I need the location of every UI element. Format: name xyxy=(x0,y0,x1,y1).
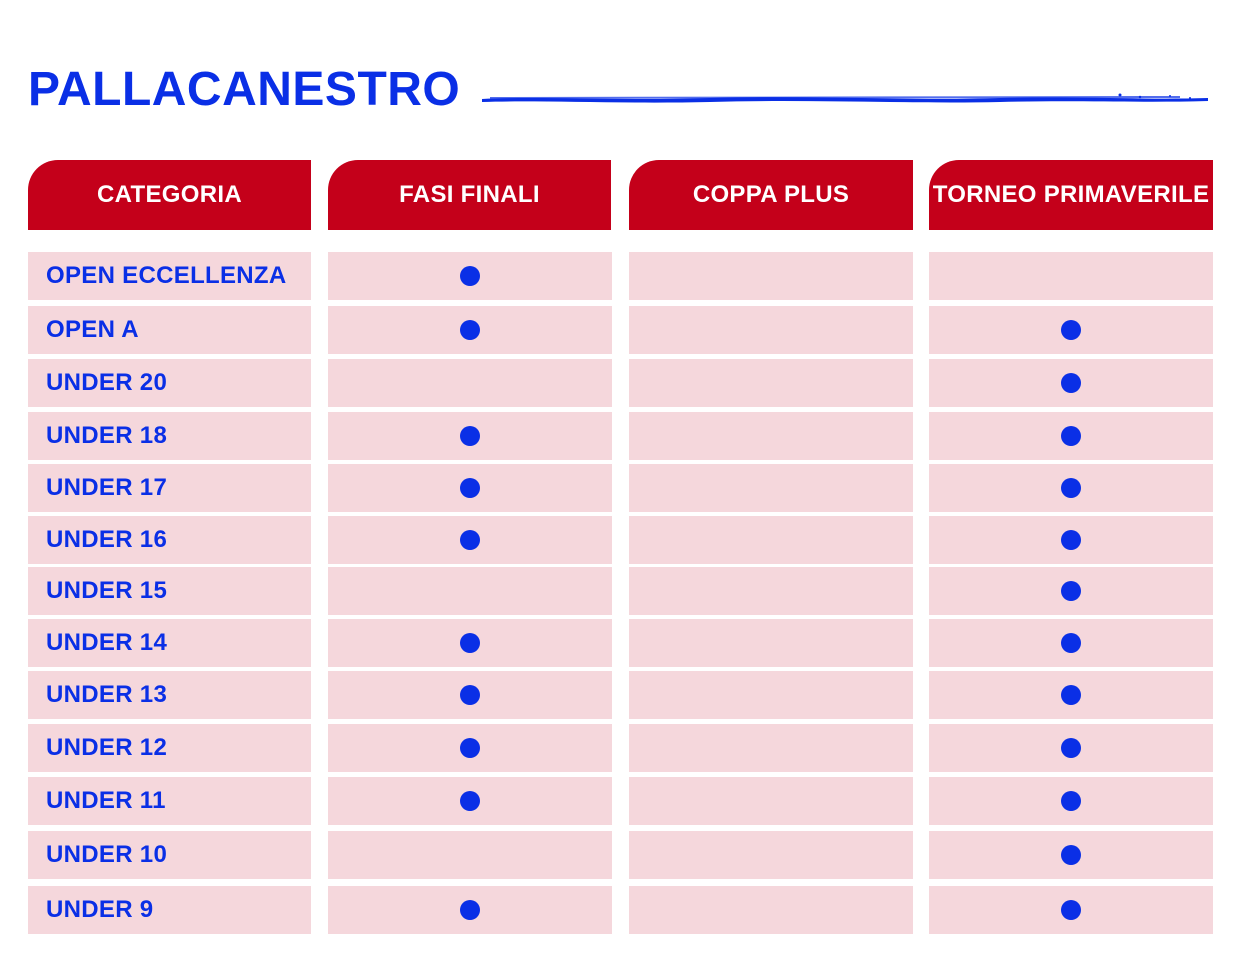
dot-icon xyxy=(460,266,480,286)
table-cell xyxy=(629,567,913,615)
table-cell xyxy=(929,412,1213,460)
header-coppa-plus xyxy=(629,160,913,230)
table-cell xyxy=(929,619,1213,667)
table-cell xyxy=(929,567,1213,615)
header-fasi-finali xyxy=(328,160,611,230)
table-cell xyxy=(629,359,913,407)
header-categoria xyxy=(28,160,311,230)
category-label: UNDER 13 xyxy=(28,671,311,719)
table-cell xyxy=(328,464,612,512)
header-label: FASI FINALI xyxy=(399,181,540,208)
table-cell xyxy=(929,831,1213,879)
category-label: UNDER 16 xyxy=(28,516,311,564)
dot-icon xyxy=(1061,530,1081,550)
header-label: TORNEO PRIMAVERILE xyxy=(932,181,1210,208)
table-cell xyxy=(328,516,612,564)
category-label: UNDER 10 xyxy=(28,831,311,879)
table-cell xyxy=(629,724,913,772)
page-title: PALLACANESTRO xyxy=(28,63,461,116)
table-cell xyxy=(629,516,913,564)
table-cell xyxy=(328,619,612,667)
dot-icon xyxy=(1061,633,1081,653)
table-cell xyxy=(629,619,913,667)
table-cell xyxy=(328,359,612,407)
table-cell xyxy=(328,831,612,879)
dot-icon xyxy=(1061,478,1081,498)
category-label: UNDER 14 xyxy=(28,619,311,667)
category-label: UNDER 12 xyxy=(28,724,311,772)
dot-icon xyxy=(460,633,480,653)
table-cell xyxy=(929,464,1213,512)
category-label: UNDER 17 xyxy=(28,464,311,512)
table-cell xyxy=(929,306,1213,354)
table-cell xyxy=(629,886,913,934)
table-cell xyxy=(328,724,612,772)
table-cell xyxy=(328,886,612,934)
header-label: COPPA PLUS xyxy=(692,181,850,208)
dot-icon xyxy=(460,900,480,920)
dot-icon xyxy=(1061,791,1081,811)
table-cell xyxy=(929,886,1213,934)
table-cell xyxy=(328,567,612,615)
table-cell xyxy=(929,777,1213,825)
dot-icon xyxy=(460,530,480,550)
dot-icon xyxy=(1061,685,1081,705)
table-cell xyxy=(629,777,913,825)
table-cell xyxy=(629,464,913,512)
brush-stroke-decoration xyxy=(480,88,1210,110)
dot-icon xyxy=(1061,320,1081,340)
dot-icon xyxy=(1061,373,1081,393)
table-cell xyxy=(629,671,913,719)
table-cell xyxy=(629,831,913,879)
table-cell xyxy=(629,252,913,300)
header-torneo-primaverile xyxy=(929,160,1213,230)
category-label: UNDER 20 xyxy=(28,359,311,407)
dot-icon xyxy=(1061,845,1081,865)
table-cell xyxy=(929,724,1213,772)
category-label: UNDER 11 xyxy=(28,777,311,825)
dot-icon xyxy=(460,738,480,758)
table-cell xyxy=(929,359,1213,407)
header-label: CATEGORIA xyxy=(97,181,242,208)
category-label: OPEN ECCELLENZA xyxy=(28,252,311,300)
dot-icon xyxy=(460,791,480,811)
table-cell xyxy=(328,252,612,300)
dot-icon xyxy=(460,426,480,446)
dot-icon xyxy=(1061,900,1081,920)
table-cell xyxy=(629,412,913,460)
table-cell xyxy=(328,777,612,825)
category-label: OPEN A xyxy=(28,306,311,354)
category-label: UNDER 18 xyxy=(28,412,311,460)
dot-icon xyxy=(460,478,480,498)
dot-icon xyxy=(460,685,480,705)
table-cell xyxy=(929,671,1213,719)
dot-icon xyxy=(1061,738,1081,758)
table-cell xyxy=(629,306,913,354)
dot-icon xyxy=(1061,581,1081,601)
category-label: UNDER 9 xyxy=(28,886,311,934)
table-cell xyxy=(328,671,612,719)
dot-icon xyxy=(460,320,480,340)
table-cell xyxy=(929,252,1213,300)
table-cell xyxy=(929,516,1213,564)
category-label: UNDER 15 xyxy=(28,567,311,615)
table-cell xyxy=(328,412,612,460)
dot-icon xyxy=(1061,426,1081,446)
table-cell xyxy=(328,306,612,354)
